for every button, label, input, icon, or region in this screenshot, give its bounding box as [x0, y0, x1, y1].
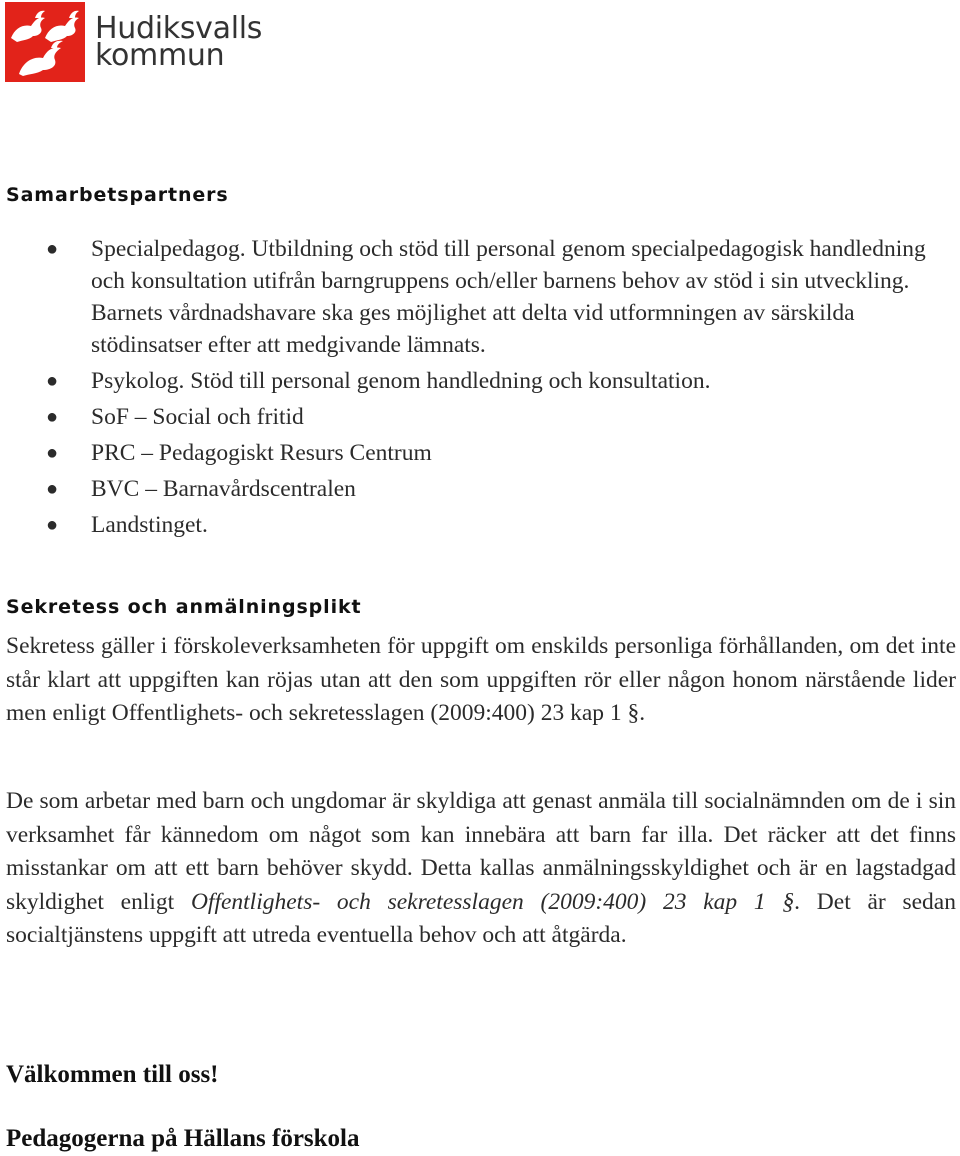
list-item — [0, 473, 960, 505]
reporting-duty-text-end: . Det är sedan socialtjänstens uppgift att utreda eventuella behov och att åtgärda. — [6, 888, 956, 948]
logo-line-2: kommun — [95, 38, 225, 73]
municipality-logo — [5, 2, 262, 82]
logo-wordmark — [95, 11, 263, 73]
reporting-duty-text: De som arbetar med barn och ungdomar är skyldiga att genast anmäla till socialnämnden om de i sin verksamhet får kännedom om något som kan innebära att barn far illa. Det räcker att det finns misstankar om att ett barn behöver skydd. Detta kallas anmälningsskyldighet och är en lagstadgad skyldighet enligt — [6, 788, 956, 915]
bullet-icon: ● — [46, 406, 59, 428]
list-item-text: BVC – Barnavårdscentralen — [91, 476, 356, 502]
law-reference: Offentlighets- och sekretesslagen (2009:400) 23 kap 1 § — [190, 888, 795, 915]
welcome-text: Välkommen till oss! — [6, 1061, 219, 1088]
list-item — [0, 509, 960, 541]
bullet-icon: ● — [46, 514, 59, 536]
bullet-icon: ● — [46, 238, 59, 260]
list-item — [0, 437, 960, 469]
bullet-icon: ● — [46, 442, 59, 464]
list-item — [0, 401, 960, 433]
signature: Pedagogerna på Hällans förskola — [6, 1125, 360, 1152]
list-item-text: Psykolog. Stöd till personal genom handledning och konsultation. — [91, 368, 711, 394]
goat-emblem-icon — [5, 2, 85, 82]
list-item — [0, 233, 960, 361]
list-item-text: Landstinget. — [91, 512, 208, 538]
confidentiality-heading: Sekretess och anmälningsplikt — [6, 596, 362, 618]
list-item-text: SoF – Social och fritid — [91, 404, 304, 430]
partners-heading: Samarbetspartners — [6, 184, 229, 206]
bullet-icon: ● — [46, 370, 59, 392]
bullet-icon: ● — [46, 478, 59, 500]
reporting-duty-paragraph — [6, 785, 956, 953]
list-item-text: PRC – Pedagogiskt Resurs Centrum — [91, 440, 432, 466]
partners-list — [0, 233, 960, 541]
logo-line-1: Hudiksvalls — [95, 11, 263, 46]
list-item-text: Specialpedagog. Utbildning och stöd till personal genom specialpedagogisk handledning och konsultation utifrån barngruppens och/eller barnens behov av stöd i sin utveckling. Barnets vårdnadshavare ska ges möjlighet att delta vid utformningen av särskilda stödinsatser efter att medgivande lämnats. — [91, 236, 926, 358]
list-item — [0, 365, 960, 397]
confidentiality-paragraph: Sekretess gäller i förskoleverksamheten för uppgift om enskilds personliga förhållanden, om det inte står klart att uppgiften kan röjas utan att den som uppgiften rör eller någon honom närstående lider men enligt Offentlighets- och sekretesslagen (2009:400) 23 kap 1 §. — [6, 633, 956, 726]
